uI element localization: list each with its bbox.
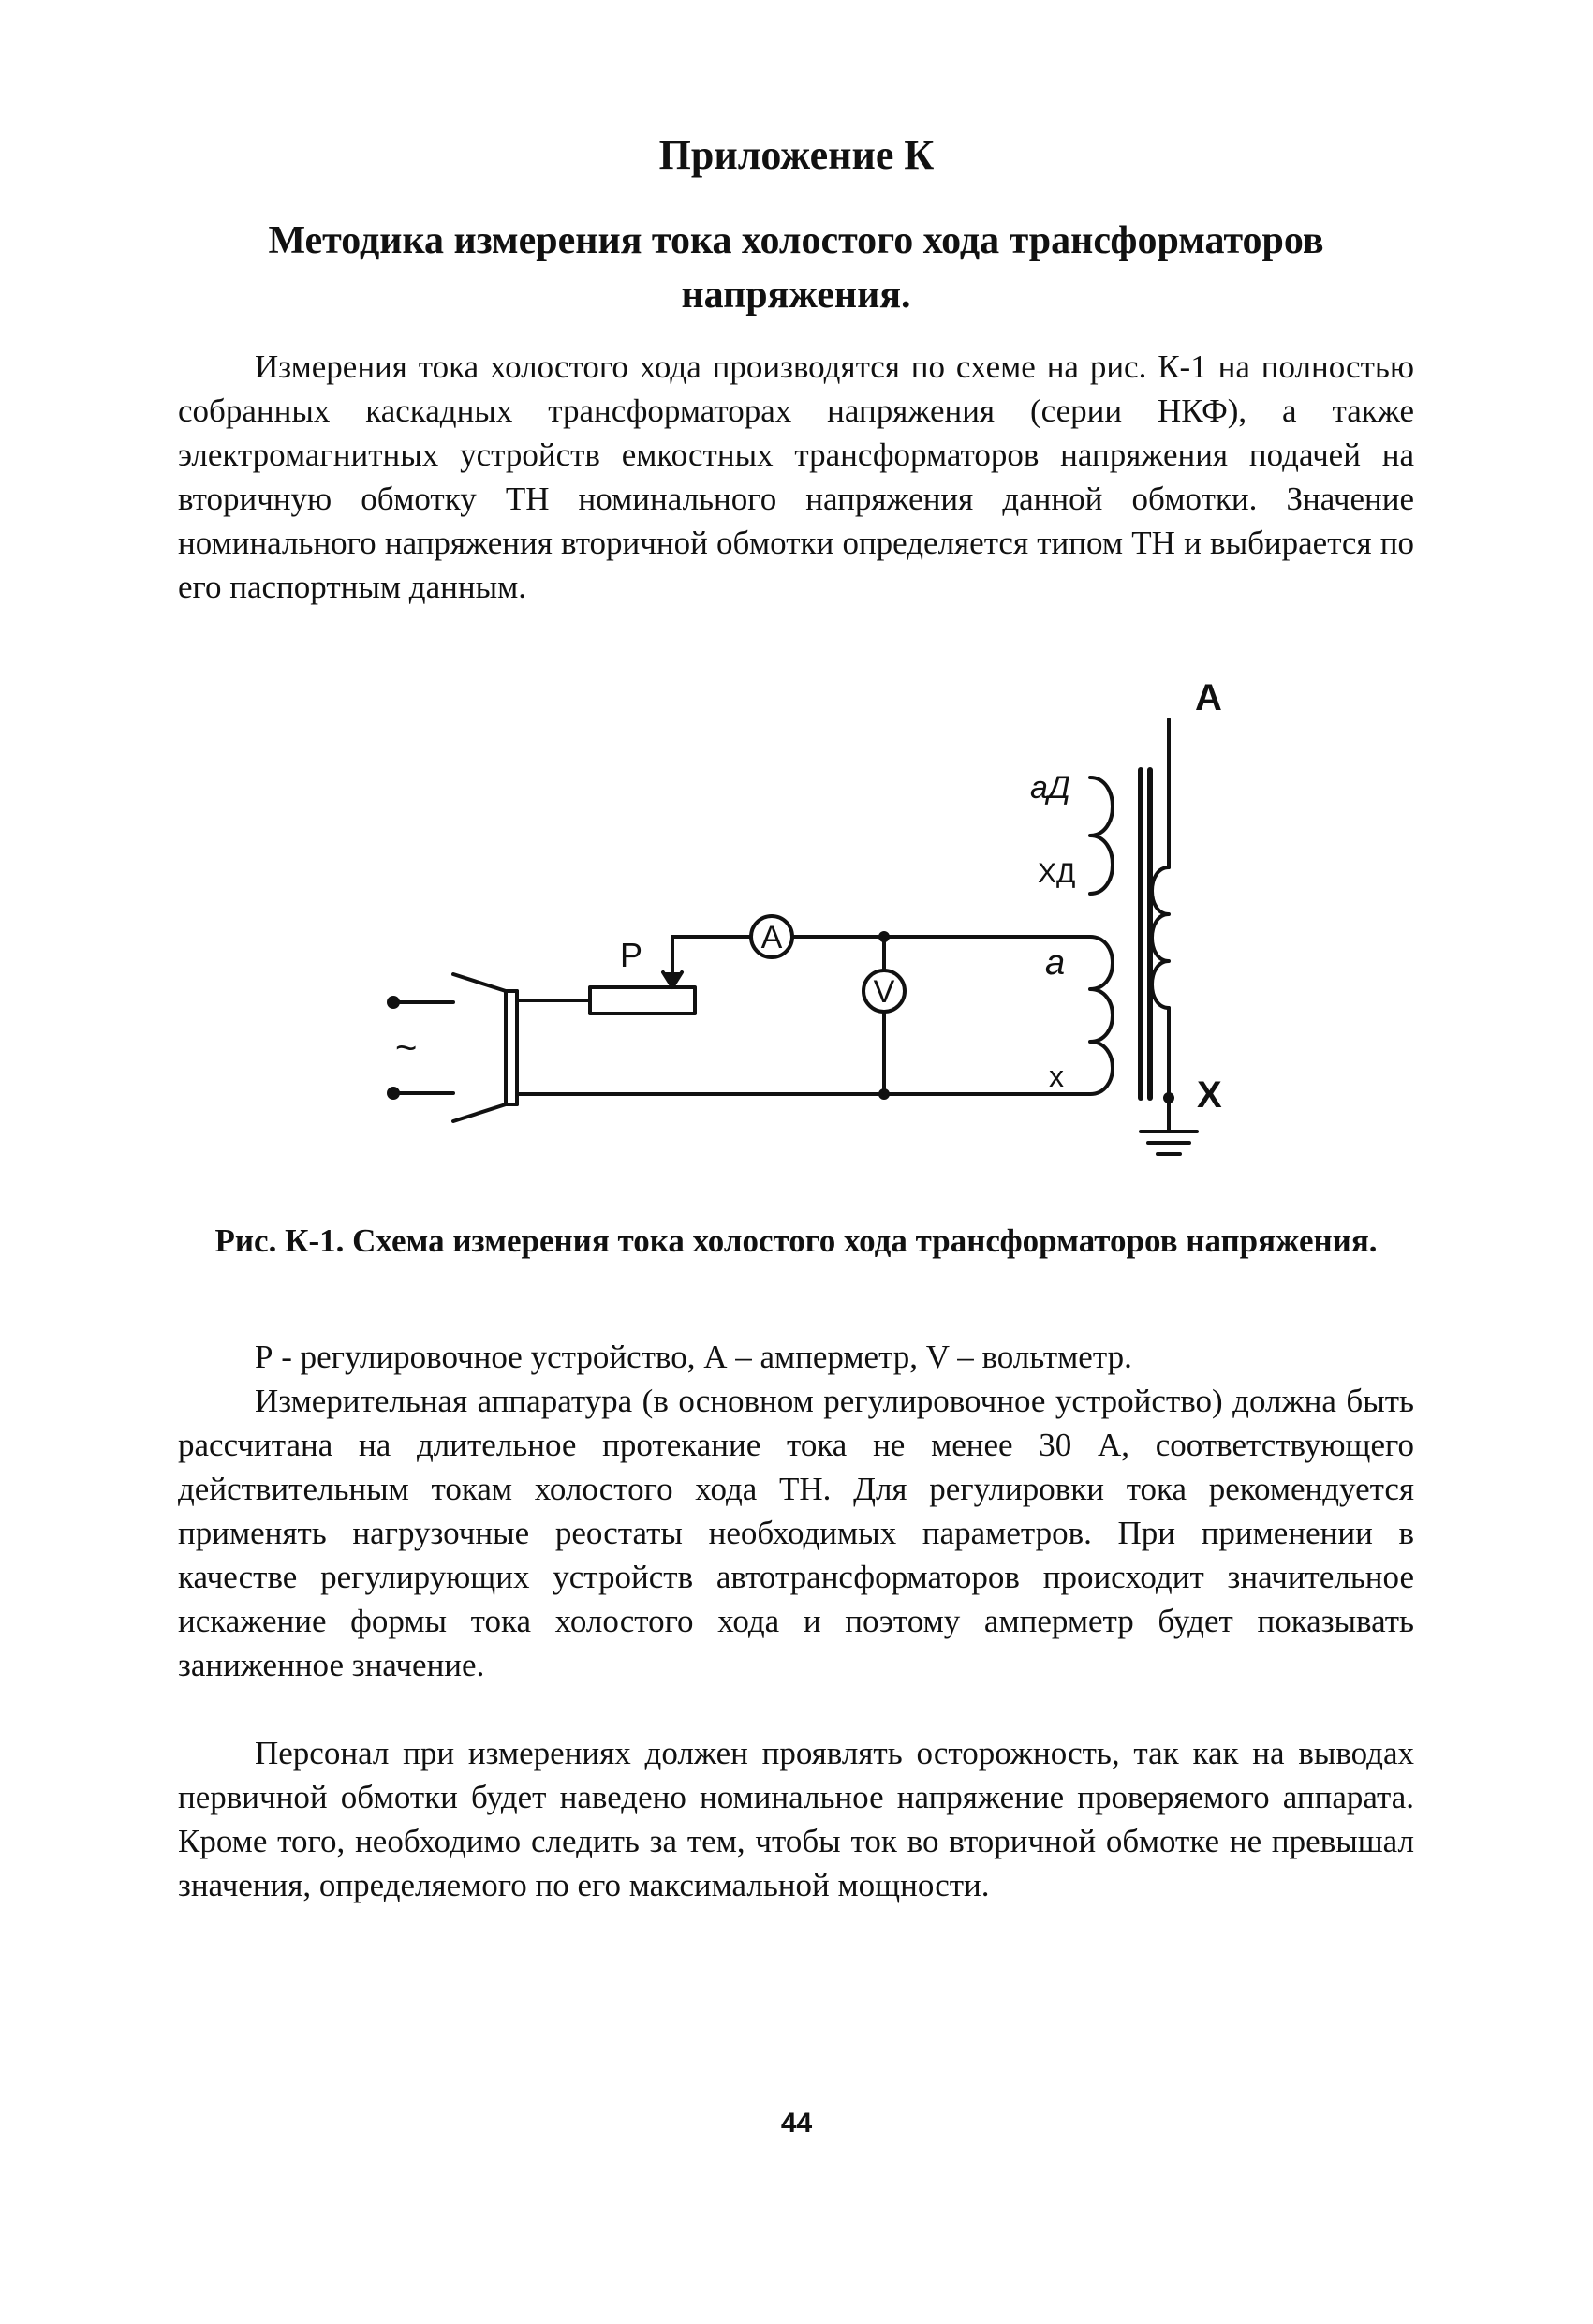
additional-winding xyxy=(1090,777,1113,894)
transformer-core xyxy=(1141,770,1150,1098)
voltmeter-label: V xyxy=(873,974,895,1010)
ammeter-label: А xyxy=(760,920,783,955)
primary-winding xyxy=(1152,719,1173,1132)
winding2-end-label: х xyxy=(1049,1059,1064,1093)
winding1-start-label: аД xyxy=(1030,770,1070,806)
circuit-diagram xyxy=(375,674,1255,1162)
switch xyxy=(453,974,517,1121)
ammeter xyxy=(751,916,792,957)
secondary-winding-ax xyxy=(1090,937,1113,1094)
winding1-end-label: ХД xyxy=(1038,858,1076,889)
section-title: Методика измерения тока холостого хода трансформаторов напряжения. xyxy=(268,219,1324,317)
ground-icon xyxy=(1141,1132,1197,1154)
paragraph-intro: Измерения тока холостого хода производятся по схеме на рис. К-1 на полностью собранных каскадных трансформаторах напряжения (серии НКФ), а также электромагнитных устройств емкостных трансформаторов напряжения подачей на вторичную обмотку ТН номинального напряжения данной обмотки. Значение номинального напряжения вторичной обмотки определяется типом ТН и выбирается по его паспортным данным. xyxy=(178,348,1414,605)
regulator xyxy=(590,937,751,1014)
appendix-title: Приложение К xyxy=(658,132,935,178)
regulator-label: Р xyxy=(620,936,643,974)
primary-end-label: Х xyxy=(1197,1074,1222,1116)
figure-legend: Р - регулировочное устройство, А – амперметр, V – вольтметр. xyxy=(255,1339,1132,1375)
figure-caption: Рис. К-1. Схема измерения тока холостого хода трансформаторов напряжения. xyxy=(214,1222,1378,1259)
page-number: 44 xyxy=(780,2108,813,2139)
paragraph-safety: Персонал при измерениях должен проявлять осторожность, так как на выводах первичной обмотки будет наведено номинальное напряжение проверяемого аппарата. Кроме того, необходимо следить за тем, чтобы ток во вторичной обмотке не превышал значения, определяемого по его максимальной мощности. xyxy=(178,1735,1414,1903)
winding2-start-label: а xyxy=(1045,943,1066,983)
primary-start-label: А xyxy=(1195,677,1222,718)
source-label: ~ xyxy=(395,1028,418,1069)
paragraph-equipment: Измерительная аппаратура (в основном регулировочное устройство) должна быть рассчитана на длительное протекание тока не менее 30 А, соответствующего действительным токам холостого хода ТН. Для регулировки тока рекомендуется применять нагрузочные реостаты необходимых параметров. При применении в качестве регулирующих устройств автотрансформаторов происходит значительное искажение формы тока холостого хода и поэтому амперметр будет показывать заниженное значение. xyxy=(178,1383,1414,1683)
voltmeter xyxy=(863,970,905,1012)
